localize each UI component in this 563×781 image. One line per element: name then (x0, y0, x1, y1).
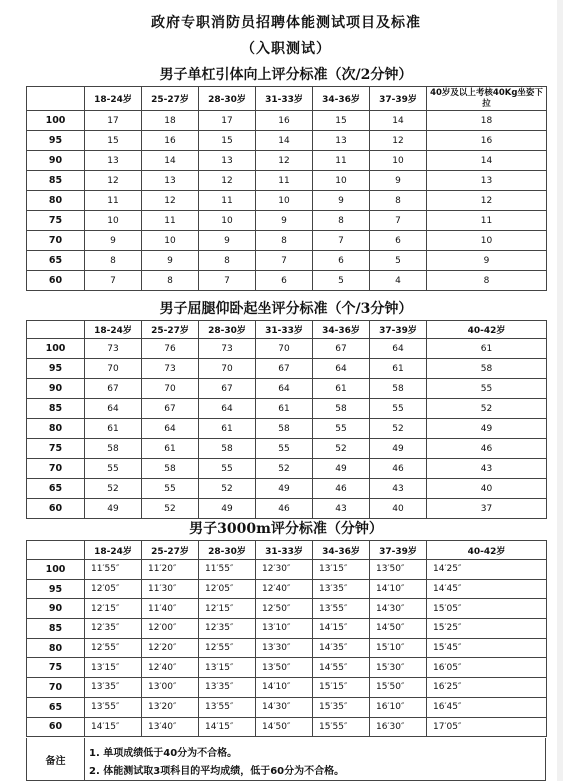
standard-value-cell: 17′05″ (427, 717, 547, 737)
standard-value-cell: 40 (370, 499, 427, 519)
standard-value-cell: 12 (256, 151, 313, 171)
standard-value-cell: 49 (199, 499, 256, 519)
standard-value-cell: 15 (313, 111, 370, 131)
situp-score-table (26, 320, 547, 519)
standard-value-cell: 16 (142, 131, 199, 151)
standard-value-cell: 5 (313, 271, 370, 291)
standard-value-cell: 52 (313, 439, 370, 459)
standard-value-cell: 49 (370, 439, 427, 459)
standard-value-cell: 7 (85, 271, 142, 291)
document-title: 政府专职消防员招聘体能测试项目及标准 (151, 15, 421, 31)
standard-value-cell: 7 (256, 251, 313, 271)
standard-value-cell: 14′50″ (256, 717, 313, 737)
score-cell: 75 (27, 439, 85, 459)
score-cell: 80 (27, 638, 85, 658)
standard-value-cell: 5 (370, 251, 427, 271)
standard-value-cell: 46 (256, 499, 313, 519)
standard-value-cell: 15′50″ (370, 678, 427, 698)
standard-value-cell: 70 (142, 379, 199, 399)
standard-value-cell: 8 (142, 271, 199, 291)
run-3000m-score-table (26, 540, 547, 737)
age-group-header: 34-36岁 (313, 321, 370, 339)
standard-value-cell: 70 (256, 339, 313, 359)
table-row (27, 251, 547, 271)
table-row (27, 419, 547, 439)
score-cell: 85 (27, 399, 85, 419)
standard-value-cell: 9 (313, 191, 370, 211)
score-cell: 85 (27, 619, 85, 639)
table-header-row (27, 321, 547, 339)
standard-value-cell: 49 (427, 419, 547, 439)
standard-value-cell: 12′35″ (199, 619, 256, 639)
standard-value-cell: 16′10″ (370, 697, 427, 717)
standard-value-cell: 49 (313, 459, 370, 479)
table-title-3000m: 男子3000m评分标准（分钟） (189, 521, 383, 537)
score-cell: 95 (27, 579, 85, 599)
standard-value-cell: 12′15″ (85, 599, 142, 619)
standard-value-cell: 15′45″ (427, 638, 547, 658)
table-row (27, 579, 547, 599)
score-cell: 90 (27, 151, 85, 171)
standard-value-cell: 37 (427, 499, 547, 519)
standard-value-cell: 14 (256, 131, 313, 151)
standard-value-cell: 13 (85, 151, 142, 171)
standard-value-cell: 12′15″ (199, 599, 256, 619)
standard-value-cell: 58 (85, 439, 142, 459)
standard-value-cell: 67 (313, 339, 370, 359)
standard-value-cell: 13′35″ (199, 678, 256, 698)
standard-value-cell: 14′10″ (256, 678, 313, 698)
standard-value-cell: 13′10″ (256, 619, 313, 639)
standard-value-cell: 15′15″ (313, 678, 370, 698)
standard-value-cell: 13′00″ (142, 678, 199, 698)
header-corner-cell (27, 541, 85, 560)
standard-value-cell: 12′05″ (199, 579, 256, 599)
table-row (27, 560, 547, 580)
standard-value-cell: 52 (427, 399, 547, 419)
standard-value-cell: 13 (427, 171, 547, 191)
standard-value-cell: 12 (142, 191, 199, 211)
standard-value-cell: 14′45″ (427, 579, 547, 599)
table-row (27, 379, 547, 399)
standard-value-cell: 8 (199, 251, 256, 271)
standard-value-cell: 15 (85, 131, 142, 151)
standard-value-cell: 14′55″ (313, 658, 370, 678)
standard-value-cell: 18 (142, 111, 199, 131)
standard-value-cell: 58 (427, 359, 547, 379)
age-group-header: 28-30岁 (199, 541, 256, 560)
standard-value-cell: 16′05″ (427, 658, 547, 678)
standard-value-cell: 16′45″ (427, 697, 547, 717)
age-group-header: 31-33岁 (256, 541, 313, 560)
score-cell: 65 (27, 251, 85, 271)
score-cell: 90 (27, 379, 85, 399)
score-cell: 65 (27, 697, 85, 717)
standard-value-cell: 7 (370, 211, 427, 231)
notes-section (26, 738, 546, 781)
standard-value-cell: 13′30″ (256, 638, 313, 658)
standard-value-cell: 55 (256, 439, 313, 459)
standard-value-cell: 12′55″ (199, 638, 256, 658)
standard-value-cell: 7 (313, 231, 370, 251)
age-group-header: 28-30岁 (199, 87, 256, 111)
standard-value-cell: 8 (427, 271, 547, 291)
standard-value-cell: 11′30″ (142, 579, 199, 599)
standard-value-cell: 8 (256, 231, 313, 251)
table-row (27, 599, 547, 619)
age-group-header: 18-24岁 (85, 321, 142, 339)
standard-value-cell: 11′55″ (199, 560, 256, 580)
standard-value-cell: 64 (142, 419, 199, 439)
standard-value-cell: 8 (370, 191, 427, 211)
standard-value-cell: 14′50″ (370, 619, 427, 639)
table-row (27, 499, 547, 519)
standard-value-cell: 13′40″ (142, 717, 199, 737)
standard-value-cell: 46 (370, 459, 427, 479)
standard-value-cell: 11′55″ (85, 560, 142, 580)
table-title-pullup: 男子单杠引体向上评分标准（次/2分钟） (159, 67, 413, 83)
standard-value-cell: 15′25″ (427, 619, 547, 639)
standard-value-cell: 67 (142, 399, 199, 419)
standard-value-cell: 8 (85, 251, 142, 271)
standard-value-cell: 67 (256, 359, 313, 379)
standard-value-cell: 14′10″ (370, 579, 427, 599)
table-row (27, 171, 547, 191)
table-row (27, 191, 547, 211)
standard-value-cell: 15′35″ (313, 697, 370, 717)
age-group-header: 31-33岁 (256, 321, 313, 339)
header-corner-cell (27, 321, 85, 339)
standard-value-cell: 73 (85, 339, 142, 359)
note-line-1: 1. 单项成绩低于40分为不合格。 (89, 748, 238, 759)
age-group-header: 37-39岁 (370, 541, 427, 560)
standard-value-cell: 58 (370, 379, 427, 399)
standard-value-cell: 13′50″ (370, 560, 427, 580)
table-row (27, 111, 547, 131)
standard-value-cell: 4 (370, 271, 427, 291)
standard-value-cell: 58 (313, 399, 370, 419)
age-group-header: 28-30岁 (199, 321, 256, 339)
standard-value-cell: 6 (313, 251, 370, 271)
standard-value-cell: 12 (85, 171, 142, 191)
standard-value-cell: 13′35″ (85, 678, 142, 698)
table-row (27, 697, 547, 717)
standard-value-cell: 58 (142, 459, 199, 479)
standard-value-cell: 13′15″ (85, 658, 142, 678)
standard-value-cell: 13′50″ (256, 658, 313, 678)
standard-value-cell: 8 (313, 211, 370, 231)
standard-value-cell: 64 (199, 399, 256, 419)
standard-value-cell: 58 (256, 419, 313, 439)
table-row (27, 151, 547, 171)
score-cell: 70 (27, 678, 85, 698)
age-group-header: 34-36岁 (313, 541, 370, 560)
standard-value-cell: 61 (85, 419, 142, 439)
standard-value-cell: 13′35″ (313, 579, 370, 599)
standard-value-cell: 14 (142, 151, 199, 171)
table-row (27, 339, 547, 359)
score-cell: 95 (27, 359, 85, 379)
standard-value-cell: 10 (85, 211, 142, 231)
standard-value-cell: 12′35″ (85, 619, 142, 639)
standard-value-cell: 10 (313, 171, 370, 191)
standard-value-cell: 52 (85, 479, 142, 499)
standard-value-cell: 46 (427, 439, 547, 459)
standard-value-cell: 12′05″ (85, 579, 142, 599)
standard-value-cell: 16 (256, 111, 313, 131)
standard-value-cell: 12′00″ (142, 619, 199, 639)
standard-value-cell: 10 (142, 231, 199, 251)
standard-value-cell: 11 (199, 191, 256, 211)
standard-value-cell: 64 (85, 399, 142, 419)
age-group-header: 40-42岁 (427, 321, 547, 339)
standard-value-cell: 52 (370, 419, 427, 439)
table-row (27, 131, 547, 151)
standard-value-cell: 12 (427, 191, 547, 211)
standard-value-cell: 11′40″ (142, 599, 199, 619)
age-group-header: 40-42岁 (427, 541, 547, 560)
standard-value-cell: 55 (427, 379, 547, 399)
standard-value-cell: 11 (256, 171, 313, 191)
score-cell: 80 (27, 419, 85, 439)
standard-value-cell: 64 (370, 339, 427, 359)
standard-value-cell: 55 (199, 459, 256, 479)
standard-value-cell: 61 (427, 339, 547, 359)
standard-value-cell: 14′15″ (199, 717, 256, 737)
age-group-header: 25-27岁 (142, 541, 199, 560)
standard-value-cell: 13′55″ (199, 697, 256, 717)
standard-value-cell: 43 (427, 459, 547, 479)
age-group-header: 25-27岁 (142, 87, 199, 111)
standard-value-cell: 43 (370, 479, 427, 499)
standard-value-cell: 46 (313, 479, 370, 499)
standard-value-cell: 15′55″ (313, 717, 370, 737)
table-row (27, 678, 547, 698)
score-cell: 100 (27, 339, 85, 359)
standard-value-cell: 61 (199, 419, 256, 439)
standard-value-cell: 55 (142, 479, 199, 499)
table-row (27, 479, 547, 499)
standard-value-cell: 17 (199, 111, 256, 131)
standard-value-cell: 9 (85, 231, 142, 251)
standard-value-cell: 14′25″ (427, 560, 547, 580)
standard-value-cell: 55 (370, 399, 427, 419)
table-title-situp: 男子屈腿仰卧起坐评分标准（个/3分钟） (159, 301, 413, 317)
table-row (27, 638, 547, 658)
standard-value-cell: 15′10″ (370, 638, 427, 658)
standard-value-cell: 9 (142, 251, 199, 271)
standard-value-cell: 15′05″ (427, 599, 547, 619)
standard-value-cell: 9 (256, 211, 313, 231)
standard-value-cell: 76 (142, 339, 199, 359)
standard-value-cell: 13′15″ (313, 560, 370, 580)
standard-value-cell: 14′35″ (313, 638, 370, 658)
table-row (27, 399, 547, 419)
standard-value-cell: 61 (370, 359, 427, 379)
standard-value-cell: 14′15″ (313, 619, 370, 639)
pullup-score-table (26, 86, 547, 291)
standard-value-cell: 12 (370, 131, 427, 151)
standard-value-cell: 16 (427, 131, 547, 151)
standard-value-cell: 14 (427, 151, 547, 171)
standard-value-cell: 13′20″ (142, 697, 199, 717)
age-group-header: 31-33岁 (256, 87, 313, 111)
standard-value-cell: 55 (313, 419, 370, 439)
document-subtitle: （入职测试） (241, 41, 331, 57)
table-row (27, 658, 547, 678)
standard-value-cell: 70 (199, 359, 256, 379)
standard-value-cell: 12 (199, 171, 256, 191)
standard-value-cell: 17 (85, 111, 142, 131)
standard-value-cell: 52 (256, 459, 313, 479)
standard-value-cell: 49 (85, 499, 142, 519)
table-row (27, 619, 547, 639)
age-group-header: 37-39岁 (370, 87, 427, 111)
score-cell: 65 (27, 479, 85, 499)
standard-value-cell: 11 (142, 211, 199, 231)
standard-value-cell: 15′30″ (370, 658, 427, 678)
standard-value-cell: 11 (427, 211, 547, 231)
standard-value-cell: 73 (142, 359, 199, 379)
standard-value-cell: 64 (256, 379, 313, 399)
standard-value-cell: 16′25″ (427, 678, 547, 698)
standard-value-cell: 55 (85, 459, 142, 479)
standard-value-cell: 14′15″ (85, 717, 142, 737)
standard-value-cell: 67 (199, 379, 256, 399)
score-cell: 60 (27, 499, 85, 519)
standard-value-cell: 52 (199, 479, 256, 499)
standard-value-cell: 13 (313, 131, 370, 151)
standard-value-cell: 12′50″ (256, 599, 313, 619)
standard-value-cell: 15 (199, 131, 256, 151)
score-cell: 85 (27, 171, 85, 191)
table-row (27, 271, 547, 291)
notes-label: 备注 (27, 738, 85, 781)
standard-value-cell: 40 (427, 479, 547, 499)
standard-value-cell: 49 (256, 479, 313, 499)
score-cell: 70 (27, 459, 85, 479)
age-group-header: 18-24岁 (85, 541, 142, 560)
standard-value-cell: 12′40″ (256, 579, 313, 599)
score-cell: 70 (27, 231, 85, 251)
scrollbar[interactable] (557, 0, 563, 781)
standard-value-cell: 61 (142, 439, 199, 459)
table-row (27, 211, 547, 231)
standard-value-cell: 6 (370, 231, 427, 251)
standard-value-cell: 16′30″ (370, 717, 427, 737)
standard-value-cell: 10 (199, 211, 256, 231)
table-row (27, 459, 547, 479)
standard-value-cell: 61 (313, 379, 370, 399)
age-group-header: 34-36岁 (313, 87, 370, 111)
standard-value-cell: 58 (199, 439, 256, 459)
standard-value-cell: 12′30″ (256, 560, 313, 580)
standard-value-cell: 64 (313, 359, 370, 379)
standard-value-cell: 14′30″ (370, 599, 427, 619)
standard-value-cell: 7 (199, 271, 256, 291)
table-row (27, 439, 547, 459)
standard-value-cell: 11 (85, 191, 142, 211)
standard-value-cell: 9 (199, 231, 256, 251)
standard-value-cell: 61 (256, 399, 313, 419)
age-group-header: 25-27岁 (142, 321, 199, 339)
standard-value-cell: 11′20″ (142, 560, 199, 580)
score-cell: 95 (27, 131, 85, 151)
standard-value-cell: 13′55″ (313, 599, 370, 619)
score-cell: 60 (27, 717, 85, 737)
score-cell: 75 (27, 211, 85, 231)
standard-value-cell: 14 (370, 111, 427, 131)
score-cell: 60 (27, 271, 85, 291)
table-header-row (27, 541, 547, 560)
standard-value-cell: 6 (256, 271, 313, 291)
standard-value-cell: 12′55″ (85, 638, 142, 658)
age-group-header: 37-39岁 (370, 321, 427, 339)
standard-value-cell: 9 (427, 251, 547, 271)
standard-value-cell: 12′20″ (142, 638, 199, 658)
score-cell: 90 (27, 599, 85, 619)
table-header-row (27, 87, 547, 111)
standard-value-cell: 73 (199, 339, 256, 359)
standard-value-cell: 9 (370, 171, 427, 191)
score-cell: 100 (27, 560, 85, 580)
standard-value-cell: 11 (313, 151, 370, 171)
standard-value-cell: 10 (427, 231, 547, 251)
age-group-header: 18-24岁 (85, 87, 142, 111)
header-corner-cell (27, 87, 85, 111)
standard-value-cell: 10 (370, 151, 427, 171)
standard-value-cell: 13 (142, 171, 199, 191)
standard-value-cell: 14′30″ (256, 697, 313, 717)
standard-value-cell: 67 (85, 379, 142, 399)
table-row (27, 231, 547, 251)
standard-value-cell: 13 (199, 151, 256, 171)
standard-value-cell: 13′55″ (85, 697, 142, 717)
standard-value-cell: 10 (256, 191, 313, 211)
standard-value-cell: 43 (313, 499, 370, 519)
score-cell: 75 (27, 658, 85, 678)
standard-value-cell: 13′15″ (199, 658, 256, 678)
table-row (27, 359, 547, 379)
standard-value-cell: 12′40″ (142, 658, 199, 678)
note-line-2: 2. 体能测试取3项科目的平均成绩，低于60分为不合格。 (89, 766, 345, 777)
score-cell: 100 (27, 111, 85, 131)
age-group-header: 40岁及以上考核40Kg坐姿下拉 (427, 87, 547, 111)
standard-value-cell: 70 (85, 359, 142, 379)
table-row (27, 717, 547, 737)
standard-value-cell: 18 (427, 111, 547, 131)
standard-value-cell: 52 (142, 499, 199, 519)
score-cell: 80 (27, 191, 85, 211)
